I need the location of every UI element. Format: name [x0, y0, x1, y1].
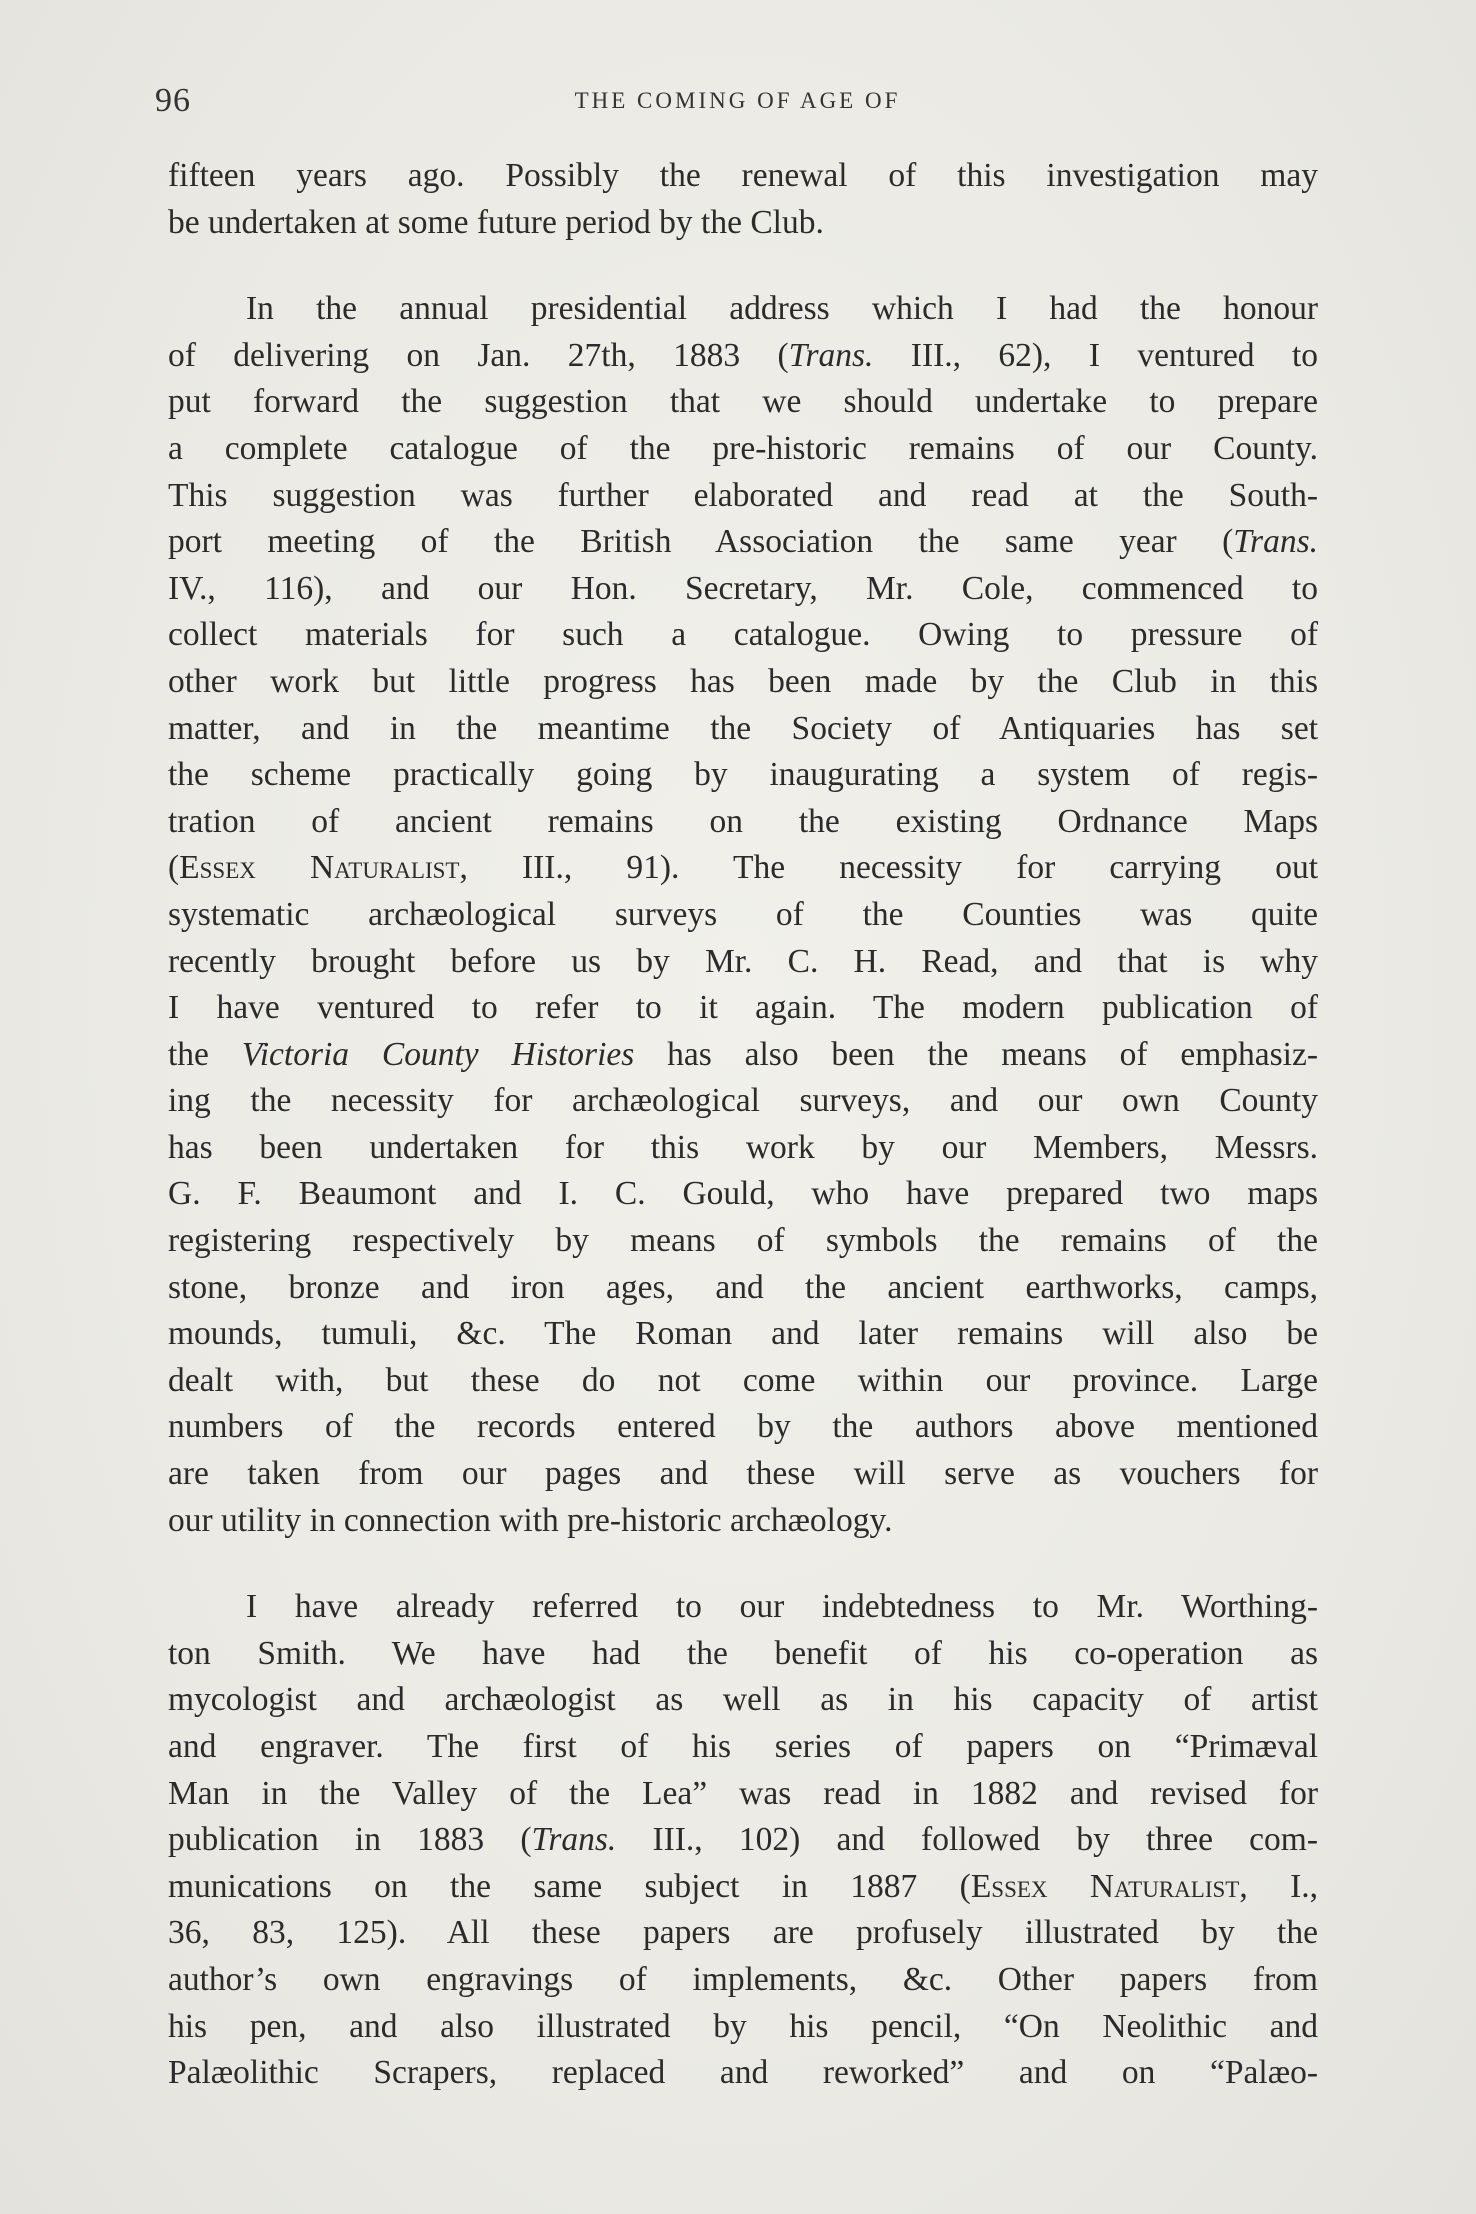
text-line: his pen, and also illustrated by his pencil, “On Neolithic and [168, 2007, 1318, 2045]
text-line: collect materials for such a catalogue. Owing to pressure of [168, 616, 1318, 654]
text-line: Palæolithic Scrapers, replaced and reworked” and on “Palæo- [168, 2054, 1318, 2092]
text-line: a complete catalogue of the pre-historic remains of our County. [168, 429, 1318, 467]
text-line: author’s own engravings of implements, &c. Other papers from [168, 1960, 1318, 1998]
text-line: This suggestion was further elaborated and read at the South- [168, 476, 1318, 514]
running-head: THE COMING OF AGE OF [574, 88, 901, 113]
text-line: has been undertaken for this work by our Members, Messrs. [168, 1128, 1318, 1166]
text-line: fifteen years ago. Possibly the renewal of this investigation may [168, 157, 1318, 194]
text-line: the scheme practically going by inaugurating a system of regis- [168, 756, 1318, 794]
text-line: mycologist and archæologist as well as in his capacity of artist [168, 1681, 1318, 1719]
text-line: G. F. Beaumont and I. C. Gould, who have prepared two maps [168, 1175, 1318, 1213]
text-line: tration of ancient remains on the existing Ordnance Maps [168, 802, 1318, 840]
paragraph-3 [168, 1584, 1318, 2097]
text-line: numbers of the records entered by the authors above mentioned [168, 1408, 1318, 1446]
text-line: ing the necessity for archæological surveys, and our own County [168, 1082, 1318, 1120]
text-line: of delivering on Jan. 27th, 1883 (Trans. III., 62), I ventured to [168, 336, 1318, 374]
text-line: stone, bronze and iron ages, and the ancient earthworks, camps, [168, 1268, 1318, 1306]
text-line: Man in the Valley of the Lea” was read in 1882 and revised for [168, 1774, 1318, 1812]
text-line: ton Smith. We have had the benefit of his co-operation as [168, 1634, 1318, 1672]
text-line: (Essex Naturalist, III., 91). The necessity for carrying out [168, 849, 1318, 887]
text-line: port meeting of the British Association the same year (Trans. [168, 523, 1318, 561]
text-line: the Victoria County Histories has also been the means of emphasiz- [168, 1035, 1318, 1073]
text-line: systematic archæological surveys of the Counties was quite [168, 895, 1318, 933]
text-line: and engraver. The first of his series of papers on “Primæval [168, 1728, 1318, 1765]
text-line: matter, and in the meantime the Society of Antiquaries has set [168, 709, 1318, 747]
text-line: I have ventured to refer to it again. The modern publication of [168, 989, 1318, 1027]
text-line: registering respectively by means of symbols the remains of the [168, 1222, 1318, 1260]
text-line: our utility in connection with pre-historic archæology. [168, 1501, 893, 1539]
body-text [168, 153, 1318, 2097]
text-line: mounds, tumuli, &c. The Roman and later remains will also be [168, 1315, 1318, 1353]
page-header [155, 82, 1320, 132]
paragraph-1 [168, 153, 1318, 246]
text-line: recently brought before us by Mr. C. H. Read, and that is why [168, 942, 1318, 980]
paragraph-2 [168, 286, 1318, 1544]
text-line: munications on the same subject in 1887 (Essex Naturalist, I., [168, 1867, 1318, 1905]
text-line: dealt with, but these do not come within our province. Large [168, 1361, 1318, 1399]
text-line: be undertaken at some future period by the Club. [168, 203, 824, 241]
text-line: I have already referred to our indebtedness to Mr. Worthing- [246, 1588, 1318, 1626]
text-line: In the annual presidential address which I had the honour [246, 290, 1318, 328]
text-line: IV., 116), and our Hon. Secretary, Mr. Cole, commenced to [168, 569, 1318, 607]
text-line: other work but little progress has been made by the Club in this [168, 662, 1318, 700]
text-line: 36, 83, 125). All these papers are profusely illustrated by the [168, 1914, 1318, 1952]
page-number: 96 [155, 82, 191, 119]
text-line: put forward the suggestion that we should undertake to prepare [168, 383, 1318, 421]
text-line: are taken from our pages and these will serve as vouchers for [168, 1455, 1318, 1493]
text-line: publication in 1883 (Trans. III., 102) and followed by three com- [168, 1821, 1318, 1859]
